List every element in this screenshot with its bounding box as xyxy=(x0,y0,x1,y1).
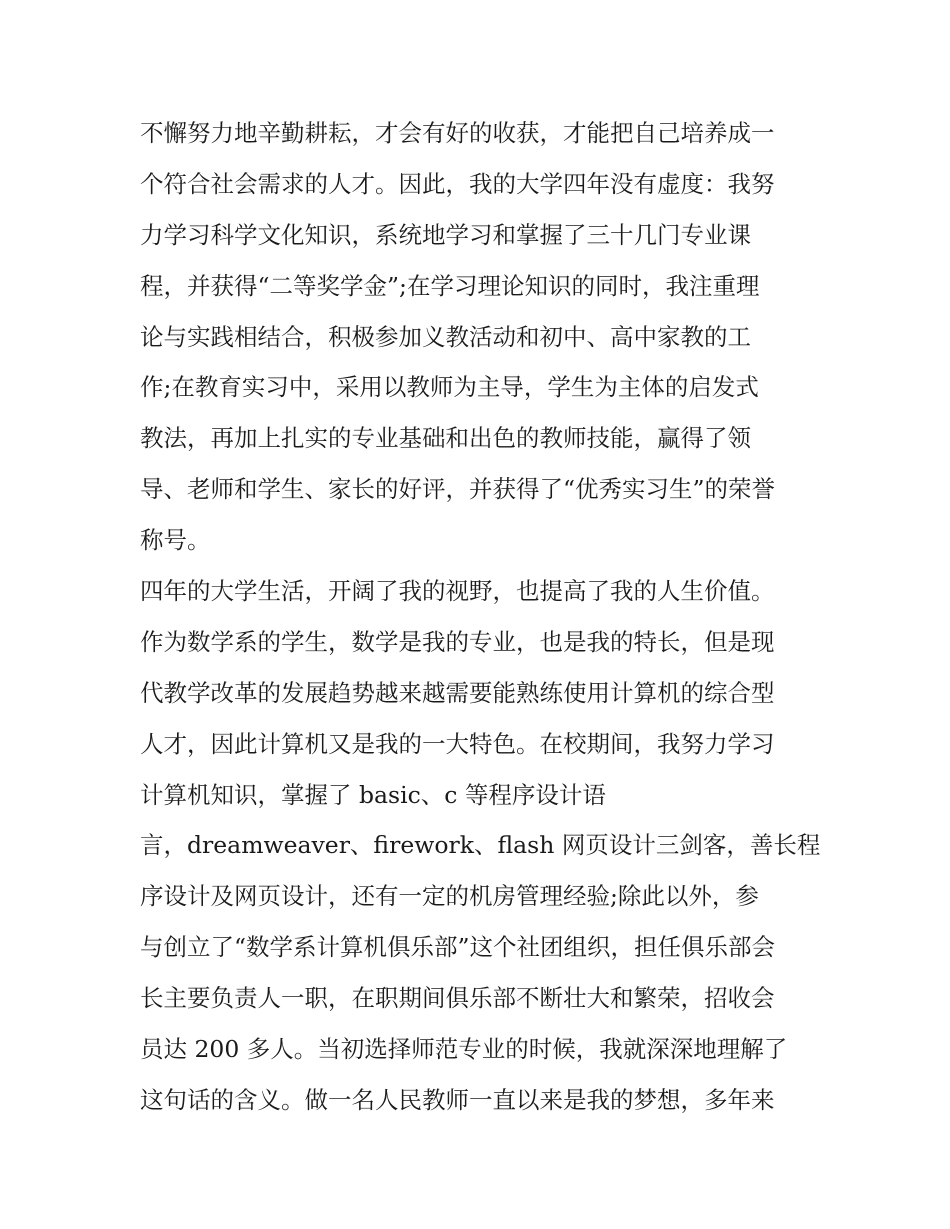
text-line: 序设计及网页设计，还有一定的机房管理经验;除此以外，参 xyxy=(140,882,759,911)
text-line: 导、老师和学生、家长的好评，并获得了“优秀实习生”的荣誉 xyxy=(140,475,776,504)
text-line: 四年的大学生活，开阔了我的视野，也提高了我的人生价值。 xyxy=(140,577,775,606)
text-line: 言，dreamweaver、firework、flash 网页设计三剑客，善长程 xyxy=(140,831,821,860)
text-line: 程，并获得“二等奖学金”;在学习理论知识的同时，我注重理 xyxy=(140,271,760,300)
text-line: 与创立了“数学系计算机俱乐部”这个社团组织，担任俱乐部会 xyxy=(140,933,776,962)
text-line: 代教学改革的发展趋势越来越需要能熟练使用计算机的综合型 xyxy=(140,678,775,707)
text-line: 教法，再加上扎实的专业基础和出色的教师技能，赢得了领 xyxy=(140,424,751,453)
body-text xyxy=(140,108,820,1126)
text-line: 人才，因此计算机又是我的一大特色。在校期间，我努力学习 xyxy=(140,729,775,758)
text-line: 论与实践相结合，积极参加义教活动和初中、高中家教的工 xyxy=(140,322,751,351)
text-line: 作为数学系的学生，数学是我的专业，也是我的特长，但是现 xyxy=(140,627,775,656)
text-line: 不懈努力地辛勤耕耘，才会有好的收获，才能把自己培养成一 xyxy=(140,119,775,147)
text-line: 员达 200 多人。当初选择师范专业的时候，我就深深地理解了 xyxy=(140,1035,788,1064)
text-line: 称号。 xyxy=(140,526,211,555)
text-line: 这句话的含义。做一名人民教师一直以来是我的梦想，多年来 xyxy=(140,1085,775,1114)
text-line: 计算机知识，掌握了 basic、c 等程序设计语 xyxy=(140,780,606,809)
text-line: 作;在教育实习中，采用以教师为主导，学生为主体的启发式 xyxy=(140,373,759,402)
text-line: 个符合社会需求的人才。因此，我的大学四年没有虚度：我努 xyxy=(140,169,775,198)
text-line: 长主要负责人一职，在职期间俱乐部不断壮大和繁荣，招收会 xyxy=(140,984,775,1013)
text-line: 力学习科学文化知识，系统地学习和掌握了三十几门专业课 xyxy=(140,220,751,249)
